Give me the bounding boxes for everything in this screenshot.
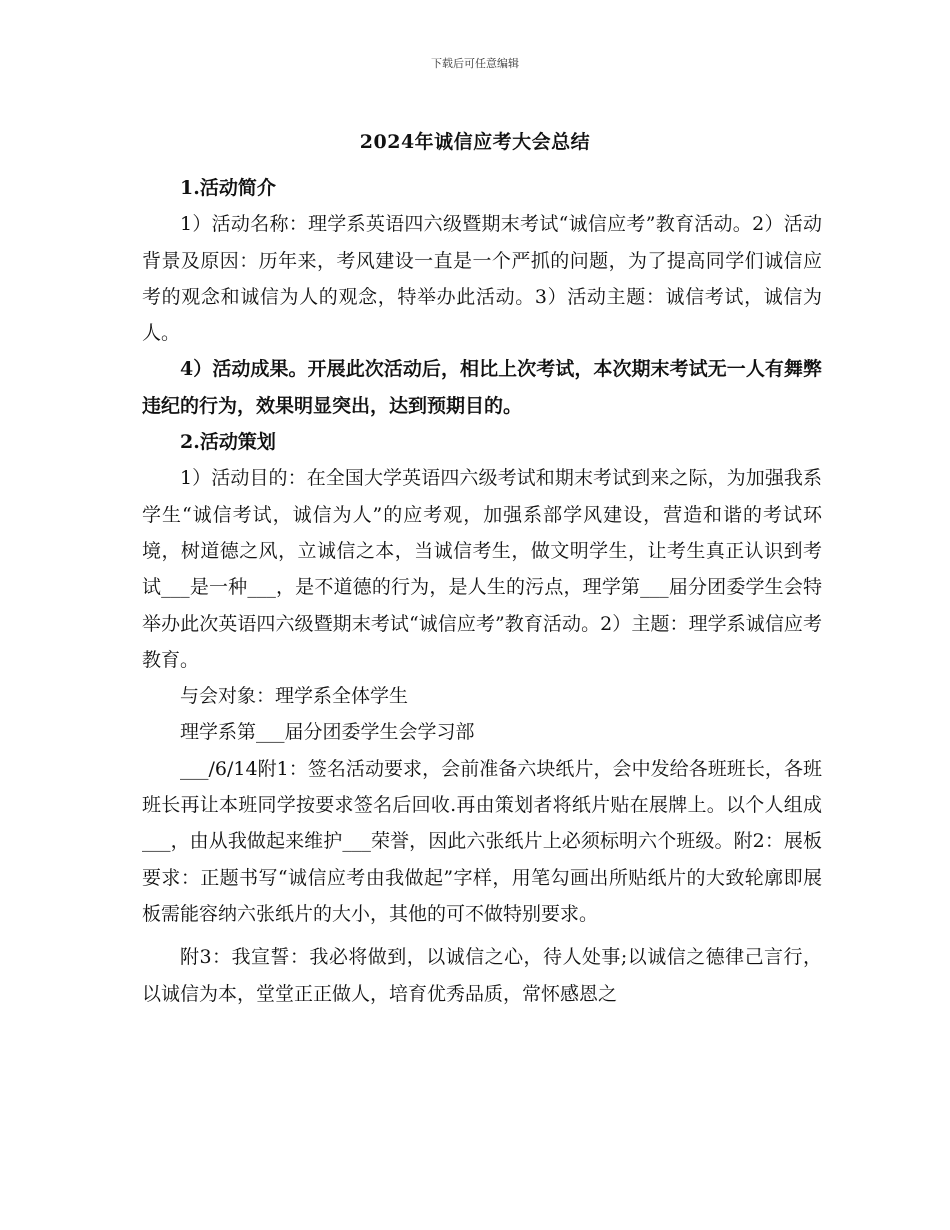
section-heading-activity-planning: 2.活动策划 bbox=[180, 431, 276, 454]
paragraph-appendix-1-2: ___/6/14附1：签名活动要求，会前准备六块纸片，会中发给各班班长，各班班长再让本班同学按要求签名后回收.再由策划者将纸片贴在展牌上。以个人组成___，由从我做起来维护___荣誉，因此六张纸片上必须标明六个班级。附2：展板要求：正题书写“诚信应考由我做起”字样，用笔勾画出所贴纸片的大致轮廓即展板需能容纳六张纸片的大小，其他的可不做特别要求。 bbox=[142, 757, 822, 925]
page-header-note: 下载后可任意编辑 bbox=[431, 57, 519, 70]
paragraph-activity-results: 4）活动成果。开展此次活动后，相比上次考试，本次期末考试无一人有舞弊违纪的行为，效果明显突出，达到预期目的。 bbox=[142, 358, 822, 417]
paragraph-activity-details: 1）活动名称：理学系英语四六级暨期末考试“诚信应考”教育活动。2）活动背景及原因：历年来，考风建设一直是一个严抓的问题，为了提高同学们诚信应考的观念和诚信为人的观念，特举办此活动。3）活动主题：诚信考试，诚信为人。 bbox=[142, 213, 822, 345]
paragraph-attendees: 与会对象：理学系全体学生 bbox=[180, 685, 409, 708]
paragraph-appendix-3-oath: 附3：我宣誓：我必将做到，以诚信之心，待人处事;以诚信之德律己言行，以诚信为本，堂堂正正做人，培育优秀品质，常怀感恩之 bbox=[142, 946, 822, 1005]
document-title: 2024年诚信应考大会总结 bbox=[359, 131, 591, 153]
section-heading-activity-intro: 1.活动简介 bbox=[180, 177, 276, 199]
document-body bbox=[142, 170, 822, 1012]
paragraph-organizer: 理学系第___届分团委学生会学习部 bbox=[180, 721, 475, 744]
paragraph-activity-purpose: 1）活动目的：在全国大学英语四六级考试和期末考试到来之际，为加强我系学生“诚信考试，诚信为人”的应考观，加强系部学风建设，营造和谐的考试环境，树道德之风，立诚信之本，当诚信考生，做文明学生，让考生真正认识到考试___是一种___，是不道德的行为，是人生的污点，理学第___届分团委学生会特举办此次英语四六级暨期末考试“诚信应考”教育活动。2）主题：理学系诚信应考教育。 bbox=[142, 467, 822, 671]
